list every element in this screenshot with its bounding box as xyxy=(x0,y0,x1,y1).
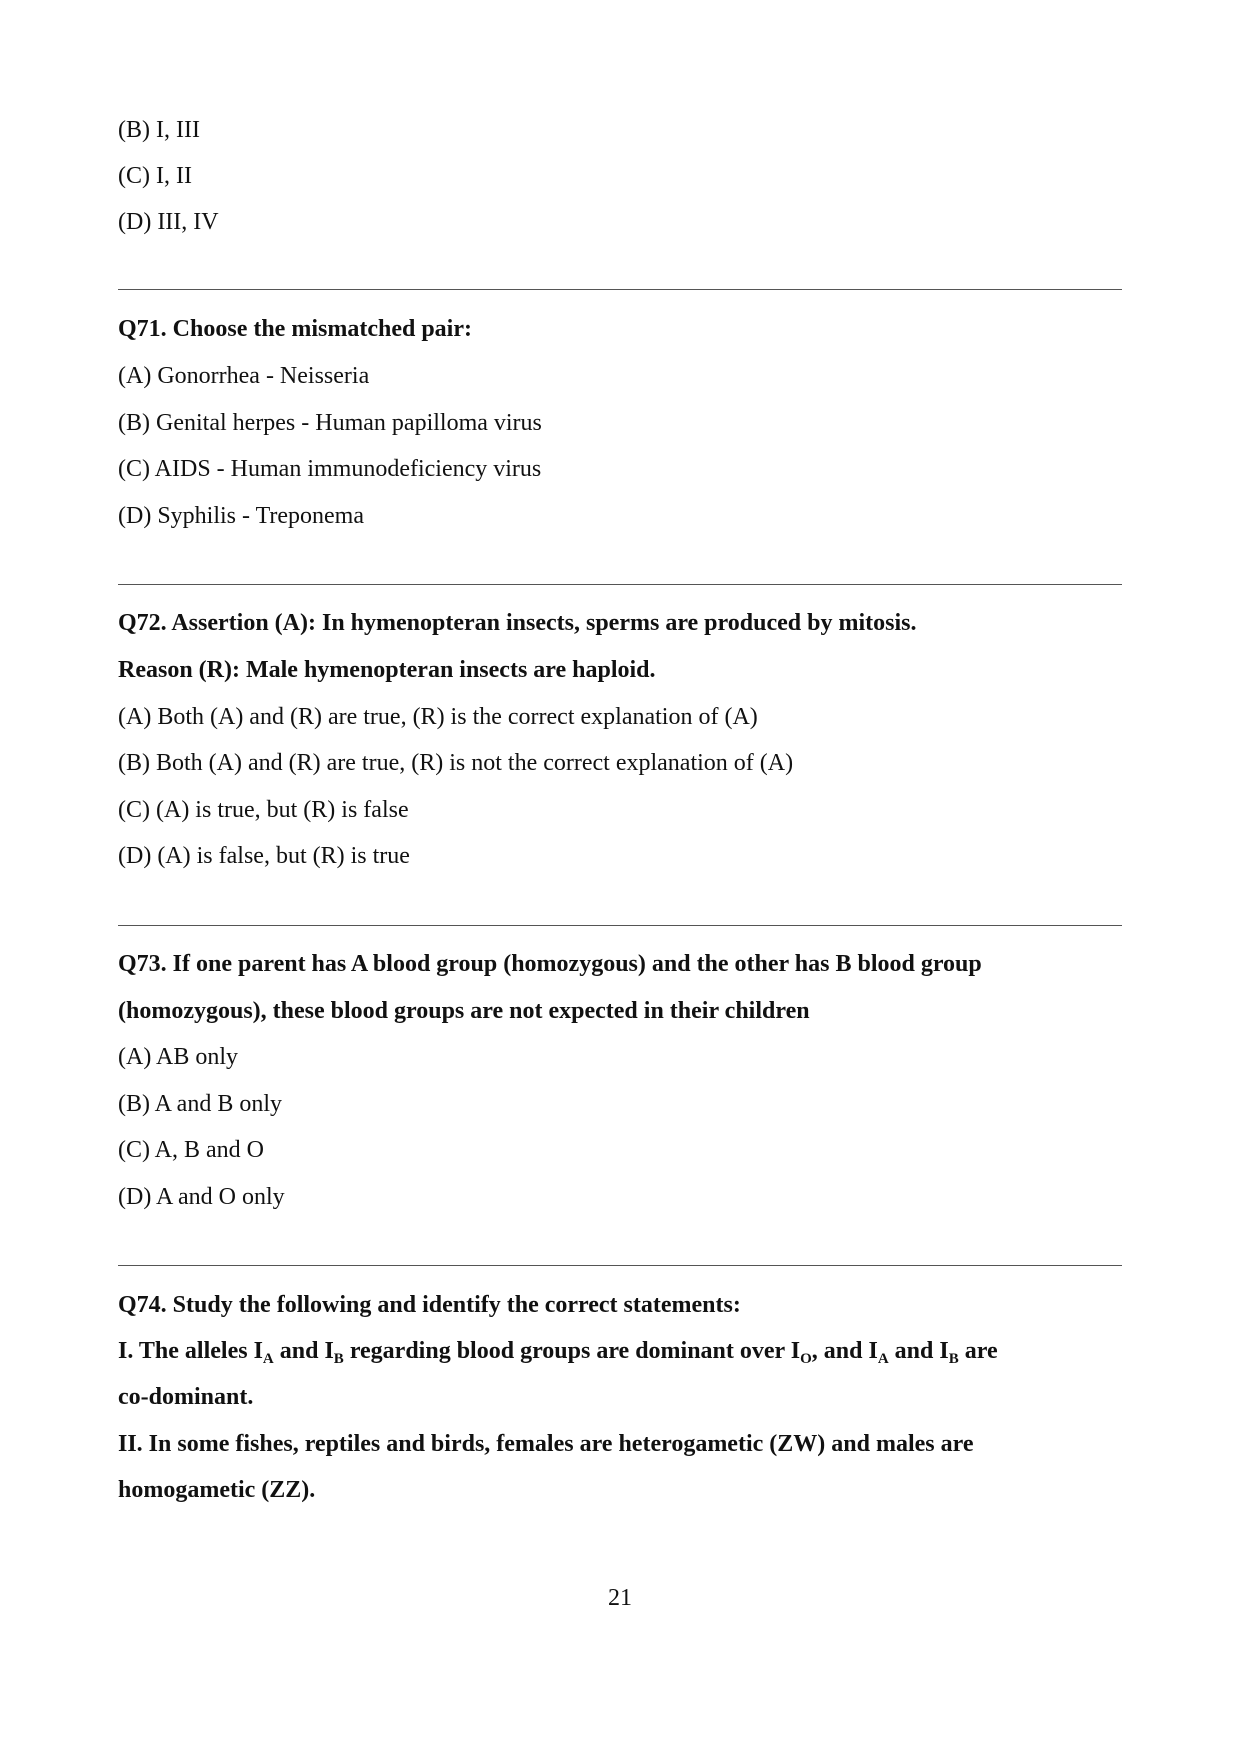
q74-s1-text-3: regarding blood groups are dominant over I xyxy=(343,1338,801,1364)
q74-s1-sub-a2: A xyxy=(877,1351,889,1367)
q72-option-c: (C) (A) is true, but (R) is false xyxy=(118,797,409,823)
q74-s1-sub-a: A xyxy=(262,1351,274,1367)
q74-s1-text-5: and I xyxy=(888,1338,949,1364)
q73-option-a: (A) AB only xyxy=(118,1044,238,1070)
divider-2 xyxy=(118,584,1122,585)
q71-question: Q71. Choose the mismatched pair: xyxy=(118,316,472,342)
q74-s1-text-1: I. The alleles I xyxy=(118,1338,263,1364)
q71-option-b: (B) Genital herpes - Human papilloma virus xyxy=(118,410,542,436)
prev-option-c: (C) I, II xyxy=(118,163,192,189)
q72-option-a: (A) Both (A) and (R) are true, (R) is the correct explanation of (A) xyxy=(118,704,758,730)
q74-s1-sub-b: B xyxy=(333,1351,344,1367)
q72-reason: Reason (R): Male hymenopteran insects are haploid. xyxy=(118,657,656,683)
q71-option-c: (C) AIDS - Human immunodeficiency virus xyxy=(118,456,542,482)
q74-statement-1-line2: co-dominant. xyxy=(118,1384,254,1410)
q72-assertion: Q72. Assertion (A): In hymenopteran insects, sperms are produced by mitosis. xyxy=(118,610,917,636)
q74-statement-2-line1: II. In some fishes, reptiles and birds, females are heterogametic (ZW) and males are xyxy=(118,1431,974,1457)
q72-option-d: (D) (A) is false, but (R) is true xyxy=(118,843,410,869)
q71-option-d: (D) Syphilis - Treponema xyxy=(118,503,364,529)
q74-s1-sub-b2: B xyxy=(948,1351,959,1367)
q73-question-line2: (homozygous), these blood groups are not expected in their children xyxy=(118,998,810,1024)
prev-option-b: (B) I, III xyxy=(118,117,200,143)
q74-s1-text-2: and I xyxy=(273,1338,334,1364)
q74-s1-text-4: , and I xyxy=(811,1338,878,1364)
q74-question: Q74. Study the following and identify the correct statements: xyxy=(118,1292,741,1318)
q72-option-b: (B) Both (A) and (R) are true, (R) is not the correct explanation of (A) xyxy=(118,750,794,776)
divider-3 xyxy=(118,925,1122,926)
divider-1 xyxy=(118,289,1122,290)
q73-option-d: (D) A and O only xyxy=(118,1184,285,1210)
q74-statement-1-line1 xyxy=(118,1335,998,1367)
q71-option-a: (A) Gonorrhea - Neisseria xyxy=(118,363,370,389)
q73-question-line1: Q73. If one parent has A blood group (homozygous) and the other has B blood group xyxy=(118,951,982,977)
prev-option-d: (D) III, IV xyxy=(118,209,219,235)
page-number: 21 xyxy=(608,1585,632,1611)
q73-option-c: (C) A, B and O xyxy=(118,1137,264,1163)
q73-option-b: (B) A and B only xyxy=(118,1091,283,1117)
q74-s1-sub-o: O xyxy=(800,1351,812,1367)
divider-4 xyxy=(118,1265,1122,1266)
q74-statement-2-line2: homogametic (ZZ). xyxy=(118,1477,316,1503)
q74-s1-text-6: are xyxy=(958,1338,998,1364)
